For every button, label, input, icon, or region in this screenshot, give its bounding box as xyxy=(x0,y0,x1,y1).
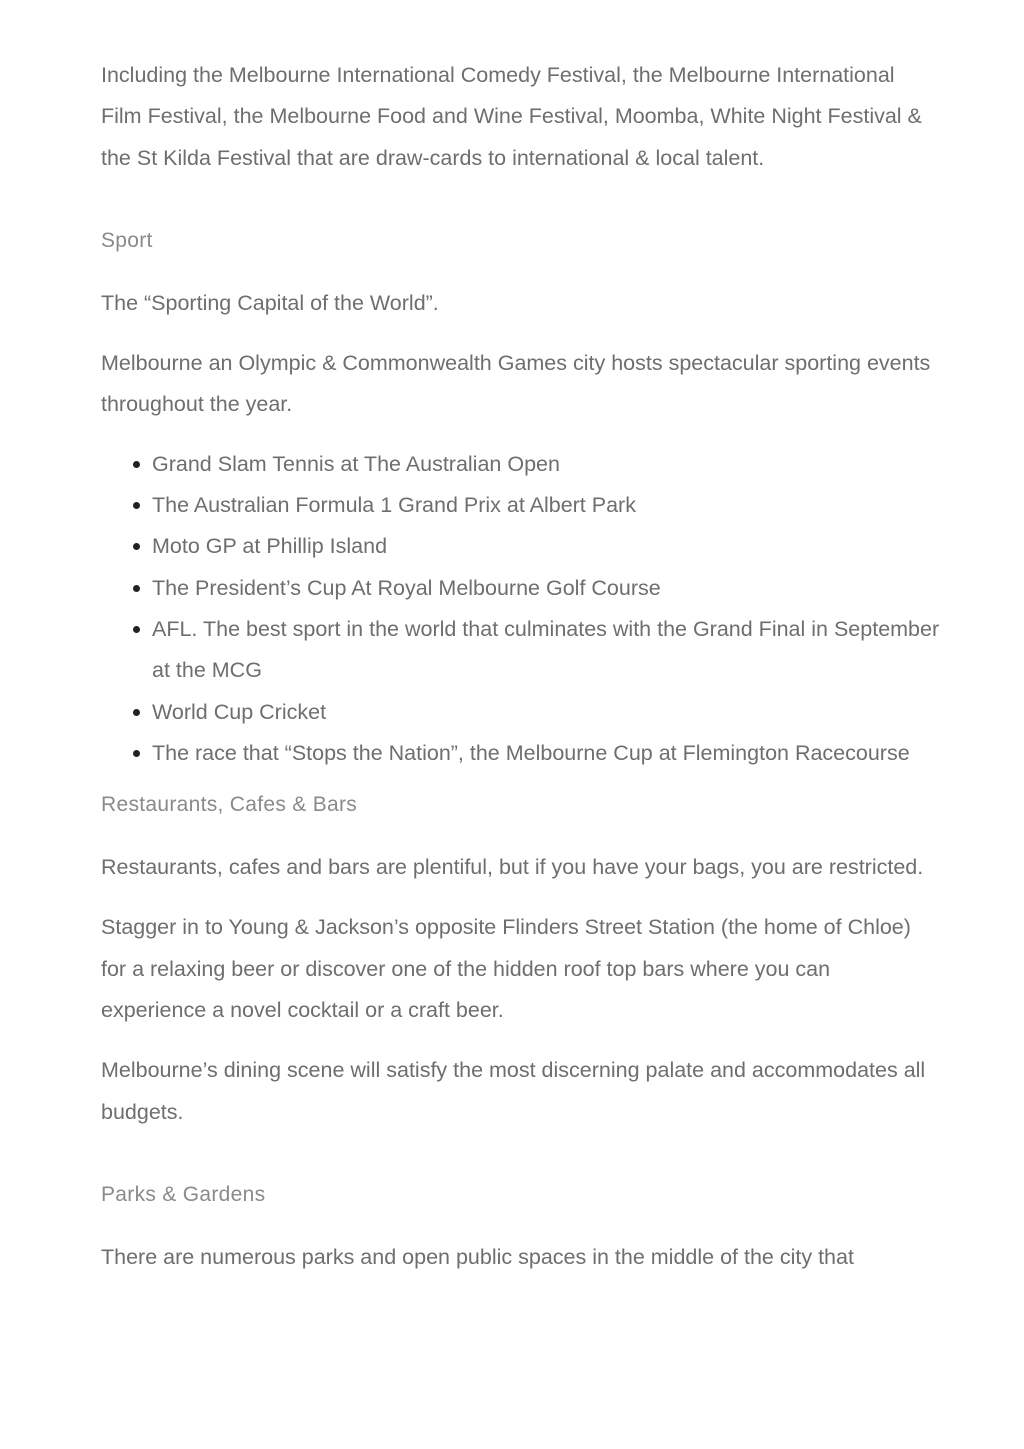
bullet-icon xyxy=(133,543,140,550)
list-item xyxy=(152,526,941,567)
list-item xyxy=(152,485,941,526)
bullet-icon xyxy=(133,502,140,509)
parks-paragraph: There are numerous parks and open public spaces in the middle of the city that xyxy=(101,1244,854,1269)
festivals-paragraph: Including the Melbourne International Comedy Festival, the Melbourne International Film Festival, the Melbourne Food and Wine Festival, Moomba, White Night Festival & the St Kilda Festival that are draw-cards to international & local talent. xyxy=(101,63,922,170)
bullet-icon xyxy=(133,709,140,716)
restaurants-paragraph: Restaurants, cafes and bars are plentiful, but if you have your bags, you are restricted. xyxy=(101,855,924,880)
sport-events-list xyxy=(101,444,941,774)
sport-description: Melbourne an Olympic & Commonwealth Games city hosts spectacular sporting events throughout the year. xyxy=(101,351,931,417)
list-item xyxy=(152,568,941,609)
list-item-text: The race that “Stops the Nation”, the Melbourne Cup at Flemington Racecourse xyxy=(152,740,910,765)
bullet-icon xyxy=(133,750,140,757)
list-item-text: The President’s Cup At Royal Melbourne Golf Course xyxy=(152,575,661,600)
list-item-text: Grand Slam Tennis at The Australian Open xyxy=(152,451,560,476)
bullet-icon xyxy=(133,626,140,633)
restaurants-paragraph: Melbourne’s dining scene will satisfy the most discerning palate and accommodates all budgets. xyxy=(101,1058,926,1124)
bullet-icon xyxy=(133,461,140,468)
list-item-text: The Australian Formula 1 Grand Prix at Albert Park xyxy=(152,493,636,518)
list-item xyxy=(152,692,941,733)
restaurants-paragraph: Stagger in to Young & Jackson’s opposite Flinders Street Station (the home of Chloe) for a relaxing beer or discover one of the hidden roof top bars where you can experience a novel cocktail or a craft beer. xyxy=(101,915,911,1023)
list-item xyxy=(152,733,941,774)
list-item-text: Moto GP at Phillip Island xyxy=(152,534,388,559)
restaurants-heading: Restaurants, Cafes & Bars xyxy=(101,793,358,817)
sport-tagline: The “Sporting Capital of the World”. xyxy=(101,290,439,315)
parks-heading: Parks & Gardens xyxy=(101,1182,266,1206)
list-item xyxy=(152,444,941,485)
article-content xyxy=(101,55,941,1278)
list-item-text: World Cup Cricket xyxy=(152,699,327,724)
list-item xyxy=(152,609,941,692)
list-item-text: AFL. The best sport in the world that culminates with the Grand Final in September at the MCG xyxy=(152,616,940,683)
bullet-icon xyxy=(133,585,140,592)
sport-heading: Sport xyxy=(101,228,153,252)
